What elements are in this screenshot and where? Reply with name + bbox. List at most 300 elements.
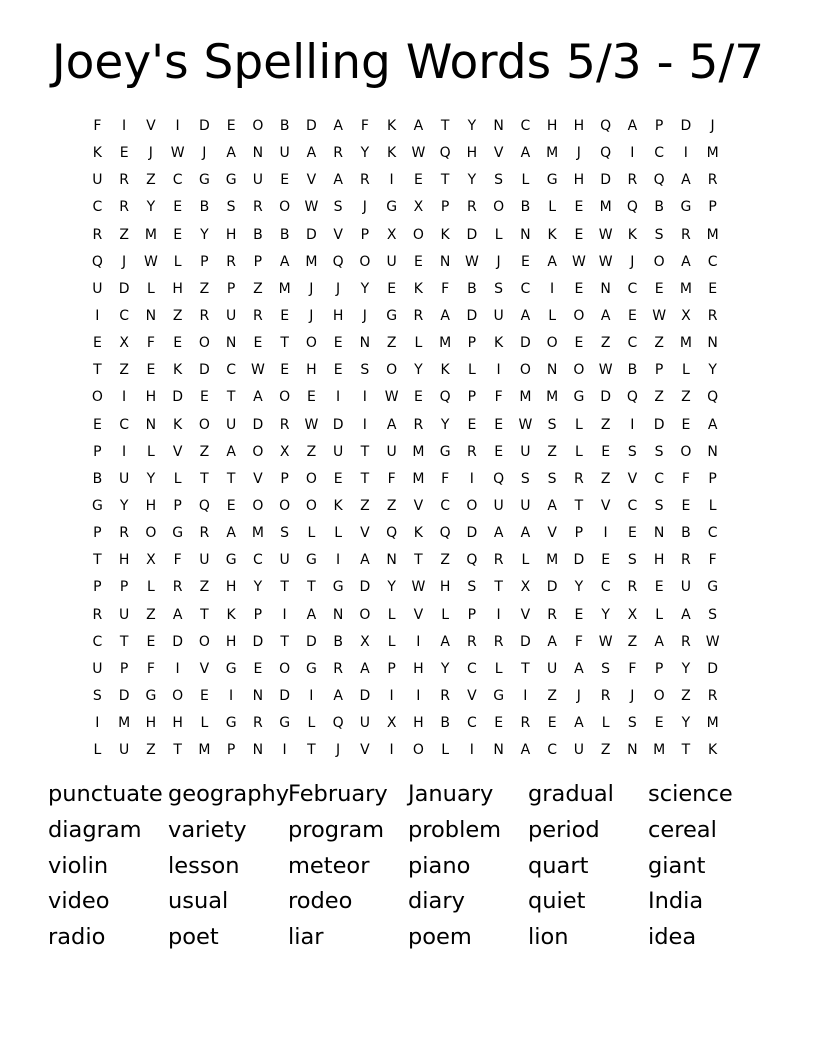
grid-letter: E [119,145,129,162]
word-list-item: India [648,888,704,915]
grid-letter: Z [199,280,210,297]
grid-letter: Y [440,416,450,433]
grid-letter: V [333,226,343,243]
word-list-item: idea [648,924,697,951]
grid-letter: P [467,335,477,352]
grid-letter: A [279,253,290,270]
grid-letter: T [521,660,530,677]
grid-letter: P [387,660,396,677]
grid-letter: N [252,145,264,162]
grid-letter: L [414,335,423,352]
grid-letter: T [681,742,691,759]
grid-letter: D [519,335,531,352]
grid-letter: U [119,470,130,487]
grid-letter: V [467,687,477,704]
grid-letter: F [494,389,503,406]
grid-letter: D [653,416,665,433]
grid-letter: N [653,525,665,542]
grid-letter: X [386,226,397,243]
grid-letter: A [681,172,691,189]
grid-letter: S [360,362,370,379]
grid-letter: G [279,715,291,732]
word-list-item: poem [408,924,472,951]
grid-letter: A [440,307,450,324]
grid-letter: O [305,335,317,352]
grid-letter: Y [146,470,156,487]
grid-letter: Z [306,443,317,460]
grid-letter: Q [332,715,344,732]
grid-letter: K [627,226,637,243]
grid-letter: D [279,687,291,704]
grid-letter: E [494,443,504,460]
grid-letter: G [225,172,237,189]
grid-letter: W [598,362,613,379]
grid-letter: H [225,226,237,243]
grid-letter: Z [146,172,156,189]
grid-letter: X [413,199,424,216]
grid-letter: Y [119,497,129,514]
grid-letter: N [493,742,504,759]
grid-letter: R [279,416,290,433]
grid-letter: Z [386,497,397,514]
grid-letter: I [469,470,474,487]
grid-letter: R [333,145,343,162]
grid-letter: B [654,199,664,216]
grid-letter: Z [600,742,611,759]
grid-letter: T [574,497,584,514]
grid-letter: J [362,307,367,324]
grid-row [84,466,726,493]
grid-letter: R [119,172,129,189]
word-list-item: quart [528,852,589,879]
grid-letter: E [92,335,102,352]
word-list-item: geography [168,781,290,807]
grid-letter: G [386,307,398,324]
grid-letter: T [226,389,236,406]
word-list-item: quiet [528,888,586,915]
grid-letter: O [279,660,291,677]
grid-letter: F [628,660,637,677]
grid-letter: C [520,118,531,134]
grid-letter: J [710,118,715,134]
grid-letter: F [441,280,450,297]
grid-letter: M [118,715,131,732]
grid-letter: E [413,389,423,406]
grid-letter: L [494,660,503,677]
grid-letter: U [333,443,344,460]
grid-letter: X [520,579,531,596]
grid-letter: D [359,579,371,596]
grid-letter: T [200,470,209,487]
grid-letter: O [252,443,264,460]
grid-letter: V [360,525,370,542]
grid-letter: E [627,307,637,324]
grid-letter: I [282,742,287,759]
grid-letter: E [387,280,397,297]
grid-letter: A [306,606,317,623]
grid-letter: J [336,742,341,759]
grid-letter: I [229,687,234,704]
grid-letter: N [386,552,397,569]
grid-letter: C [119,416,130,433]
grid-letter: O [653,253,665,270]
grid-letter: E [574,280,584,297]
grid-letter: K [413,280,423,297]
grid-letter: K [333,497,343,514]
grid-letter: I [630,145,635,162]
word-list-item: punctuate [48,781,163,807]
grid-letter: O [91,389,103,406]
grid-letter: R [360,172,370,189]
grid-letter: K [173,416,183,433]
grid-letter: R [119,199,129,216]
grid-letter: P [708,199,717,216]
grid-letter: D [600,172,612,189]
grid-row [84,222,726,249]
grid-letter: E [226,497,236,514]
word-list-item: radio [48,924,106,951]
grid-letter: T [280,335,289,352]
grid-letter: H [172,715,183,732]
grid-letter: M [278,280,291,297]
grid-letter: M [706,145,719,162]
grid-letter: U [279,145,290,162]
grid-letter: S [654,226,664,243]
grid-letter: S [226,199,236,216]
grid-letter: Z [654,335,664,352]
grid-letter: B [279,118,290,134]
grid-letter: O [198,633,210,650]
grid-letter: Q [653,172,665,189]
grid-letter: D [600,389,612,406]
grid-letter: N [627,742,638,759]
grid-letter: C [119,307,130,324]
grid-letter: L [387,633,396,650]
grid-letter: A [681,606,691,623]
grid-letter: K [440,362,450,379]
grid-letter: S [494,280,504,297]
grid-letter: X [681,307,691,324]
grid-letter: E [413,172,423,189]
grid-letter: A [413,118,424,134]
grid-letter: Z [440,552,450,569]
grid-letter: L [146,280,155,297]
grid-letter: Z [172,307,183,324]
grid-letter: L [548,199,557,216]
grid-letter: Y [360,145,370,162]
grid-letter: J [148,145,153,162]
grid-letter: F [441,470,450,487]
grid-letter: G [305,552,317,569]
grid-letter: R [493,552,504,569]
grid-letter: D [305,226,317,243]
grid-letter: P [119,660,129,677]
grid-letter: M [599,199,612,216]
grid-letter: N [707,443,718,460]
grid-letter: I [309,687,314,704]
grid-letter: M [144,226,157,243]
grid-letter: L [574,443,583,460]
grid-letter: R [253,307,263,324]
grid-letter: C [226,362,237,379]
grid-letter: L [173,253,182,270]
grid-letter: L [93,742,102,759]
grid-letter: S [547,470,557,487]
grid-letter: T [440,172,450,189]
grid-letter: R [199,525,210,542]
grid-letter: S [280,525,290,542]
grid-letter: I [469,742,474,759]
grid-letter: E [681,497,691,514]
grid-letter: O [198,335,210,352]
grid-letter: T [307,579,316,596]
grid-letter: W [705,633,720,650]
grid-letter: D [466,307,478,324]
grid-letter: L [548,307,557,324]
grid-letter: T [226,470,236,487]
grid-letter: M [546,389,559,406]
grid-letter: E [574,226,584,243]
grid-row [84,303,726,330]
grid-letter: K [440,226,450,243]
grid-letter: K [413,525,423,542]
grid-letter: J [576,687,581,704]
grid-letter: W [652,307,667,324]
grid-letter: M [251,525,264,542]
word-list-item: program [288,816,385,843]
grid-letter: P [654,118,664,134]
grid-letter: S [654,497,664,514]
grid-letter: R [413,307,424,324]
grid-letter: O [466,497,478,514]
grid-letter: Z [627,633,638,650]
grid-letter: C [707,253,718,270]
grid-letter: A [226,525,236,542]
grid-row [84,602,726,629]
grid-letter: I [362,416,367,433]
grid-letter: Y [601,606,610,623]
grid-letter: Y [200,226,209,243]
grid-letter: Z [600,416,611,433]
grid-letter: C [654,145,665,162]
grid-letter: M [439,335,452,352]
grid-letter: O [493,199,505,216]
grid-letter: B [92,470,103,487]
grid-letter: E [494,715,504,732]
grid-letter: Z [681,389,691,406]
grid-letter: Q [439,525,451,542]
grid-letter: T [93,552,102,569]
grid-letter: A [226,443,236,460]
grid-letter: R [467,199,477,216]
grid-letter: P [253,606,263,623]
grid-letter: E [654,715,664,732]
grid-letter: A [574,715,584,732]
grid-letter: Y [414,362,423,379]
grid-row [84,384,726,411]
grid-letter: A [172,606,183,623]
grid-letter: H [573,172,585,189]
grid-letter: H [332,307,344,324]
grid-letter: J [576,145,581,162]
grid-letter: G [145,687,157,704]
grid-letter: E [173,335,183,352]
word-list-item: gradual [528,781,614,807]
grid-letter: P [708,470,717,487]
grid-letter: H [145,715,157,732]
grid-letter: A [547,497,557,514]
grid-letter: W [464,253,479,270]
grid-letter: E [199,687,209,704]
grid-letter: H [413,660,424,677]
grid-letter: O [412,742,424,759]
grid-letter: O [653,687,665,704]
grid-letter: L [655,606,664,623]
word-list-item: poet [168,924,219,951]
grid-letter: I [389,172,394,189]
grid-row [84,140,726,167]
grid-letter: I [523,687,528,704]
grid-letter: M [305,253,318,270]
grid-letter: T [440,118,450,134]
grid-letter: J [202,145,207,162]
grid-letter: U [386,443,397,460]
grid-letter: E [547,715,557,732]
grid-letter: C [600,579,611,596]
page-title: Joey's Spelling Words 5/3 - 5/7 [51,35,765,90]
grid-row [84,547,726,574]
grid-letter: Y [146,199,156,216]
grid-letter: C [92,199,103,216]
grid-letter: N [546,362,558,379]
grid-letter: J [362,199,367,216]
word-list-item: science [648,781,733,807]
grid-letter: O [519,362,531,379]
grid-letter: U [226,416,237,433]
word-list-item: piano [408,852,471,879]
grid-letter: W [598,226,613,243]
grid-letter: G [386,199,398,216]
grid-letter: A [547,253,557,270]
grid-letter: I [496,606,501,623]
grid-letter: K [708,742,718,759]
word-list-item: diary [408,888,465,915]
grid-letter: P [467,606,477,623]
grid-letter: Z [253,280,263,297]
grid-letter: V [306,172,317,189]
grid-letter: T [119,633,129,650]
grid-letter: B [467,280,477,297]
grid-letter: C [172,172,183,189]
grid-letter: L [708,497,717,514]
grid-letter: M [679,335,692,352]
grid-letter: E [681,416,691,433]
grid-letter: T [360,470,370,487]
grid-letter: C [627,335,638,352]
grid-letter: N [439,253,451,270]
grid-letter: H [573,118,585,134]
grid-letter: E [280,172,290,189]
grid-letter: R [627,172,638,189]
grid-letter: R [253,715,263,732]
grid-row [84,710,726,737]
grid-letter: R [92,226,103,243]
grid-letter: H [118,552,130,569]
grid-letter: T [173,742,182,759]
grid-letter: A [681,253,691,270]
grid-letter: C [654,470,665,487]
grid-letter: G [573,389,585,406]
grid-letter: O [279,199,291,216]
grid-letter: D [305,118,317,134]
grid-letter: U [680,579,691,596]
grid-letter: G [225,552,237,569]
grid-letter: R [707,307,718,324]
grid-letter: B [333,633,343,650]
grid-letter: E [92,416,102,433]
grid-letter: N [225,335,237,352]
grid-letter: K [92,145,102,162]
grid-letter: U [573,742,584,759]
grid-letter: A [520,742,531,759]
grid-letter: I [603,525,608,542]
grid-letter: X [360,633,370,650]
grid-letter: W [598,633,613,650]
grid-letter: J [630,253,635,270]
grid-letter: C [92,633,103,650]
grid-letter: Y [574,579,584,596]
grid-letter: Q [386,525,398,542]
grid-letter: B [253,226,263,243]
grid-letter: I [122,118,127,134]
grid-letter: Z [119,362,129,379]
grid-letter: I [550,280,555,297]
word-list-item: February [288,781,388,807]
word-list-item: problem [408,816,502,843]
grid-letter: E [574,199,584,216]
grid-letter: V [493,145,504,162]
grid-letter: A [333,687,343,704]
grid-letter: A [520,145,531,162]
grid-letter: T [360,443,370,460]
grid-letter: Z [600,335,611,352]
grid-letter: G [439,443,451,460]
grid-letter: L [441,606,450,623]
grid-letter: U [119,742,130,759]
grid-letter: N [332,606,344,623]
grid-letter: E [654,280,664,297]
grid-letter: D [546,579,558,596]
grid-letter: A [627,118,638,134]
grid-letter: V [413,606,424,623]
grid-letter: S [627,443,637,460]
grid-letter: C [466,715,477,732]
grid-letter: M [519,389,532,406]
grid-letter: P [253,253,263,270]
grid-letter: D [118,687,130,704]
grid-letter: Z [600,470,611,487]
grid-letter: E [520,253,530,270]
grid-letter: B [199,199,210,216]
grid-letter: P [226,280,236,297]
grid-letter: C [627,497,638,514]
grid-letter: R [681,633,691,650]
grid-letter: A [520,525,531,542]
letter-grid [84,113,726,764]
grid-letter: G [305,660,317,677]
grid-letter: E [146,362,156,379]
grid-letter: O [252,497,264,514]
